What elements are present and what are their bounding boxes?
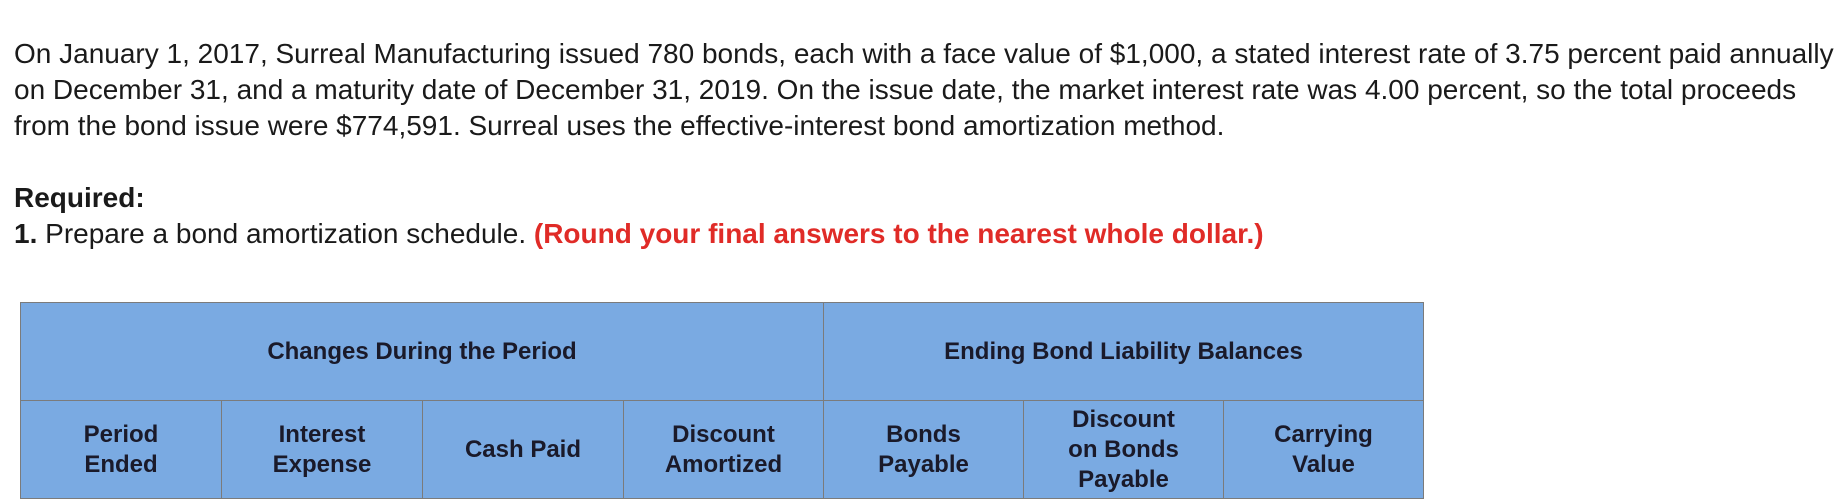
carrying-value-header <box>1224 401 1424 499</box>
ending-balances-header: Ending Bond Liability Balances <box>824 303 1424 401</box>
header-line: Discount <box>1072 405 1175 433</box>
header-line: Ended <box>84 450 158 478</box>
header-line: Carrying <box>1274 420 1373 448</box>
discount-on-bonds-payable-header <box>1024 401 1224 499</box>
header-line: Value <box>1292 450 1355 478</box>
required-section <box>14 180 1264 252</box>
header-line: Period <box>83 420 159 448</box>
requirement-1 <box>14 216 1264 252</box>
requirement-instruction: Prepare a bond amortization schedule. <box>45 218 527 249</box>
header-line: Cash Paid <box>464 435 582 463</box>
header-line: Payable <box>1078 465 1169 493</box>
bonds-payable-header <box>824 401 1024 499</box>
header-line: on Bonds <box>1068 435 1179 463</box>
rounding-note: (Round your final answers to the nearest whole dollar.) <box>533 218 1264 249</box>
cash-paid-header <box>423 401 624 499</box>
period-ended-header <box>21 401 222 499</box>
column-header-row <box>21 401 1424 499</box>
header-line: Payable <box>878 450 969 478</box>
changes-during-period-header: Changes During the Period <box>21 303 824 401</box>
group-header-row <box>21 303 1424 401</box>
problem-statement: On January 1, 2017, Surreal Manufacturing issued 780 bonds, each with a face value of $1,000, a stated interest rate of 3.75 percent paid annually on December 31, and a maturity date of December 31, 2019. On the issue date, the market interest rate was 4.00 percent, so the total proceeds from the bond issue were $774,591. Surreal uses the effective-interest bond amortization method. <box>14 38 1834 141</box>
requirement-number: 1. <box>14 218 38 249</box>
header-line: Bonds <box>886 420 961 448</box>
header-line: Interest <box>278 420 366 448</box>
header-line: Expense <box>272 450 372 478</box>
amortization-schedule-table <box>20 302 1424 499</box>
discount-amortized-header <box>624 401 824 499</box>
header-line: Discount <box>672 420 775 448</box>
header-line: Amortized <box>664 450 783 478</box>
interest-expense-header <box>222 401 423 499</box>
required-label: Required: <box>14 182 145 213</box>
